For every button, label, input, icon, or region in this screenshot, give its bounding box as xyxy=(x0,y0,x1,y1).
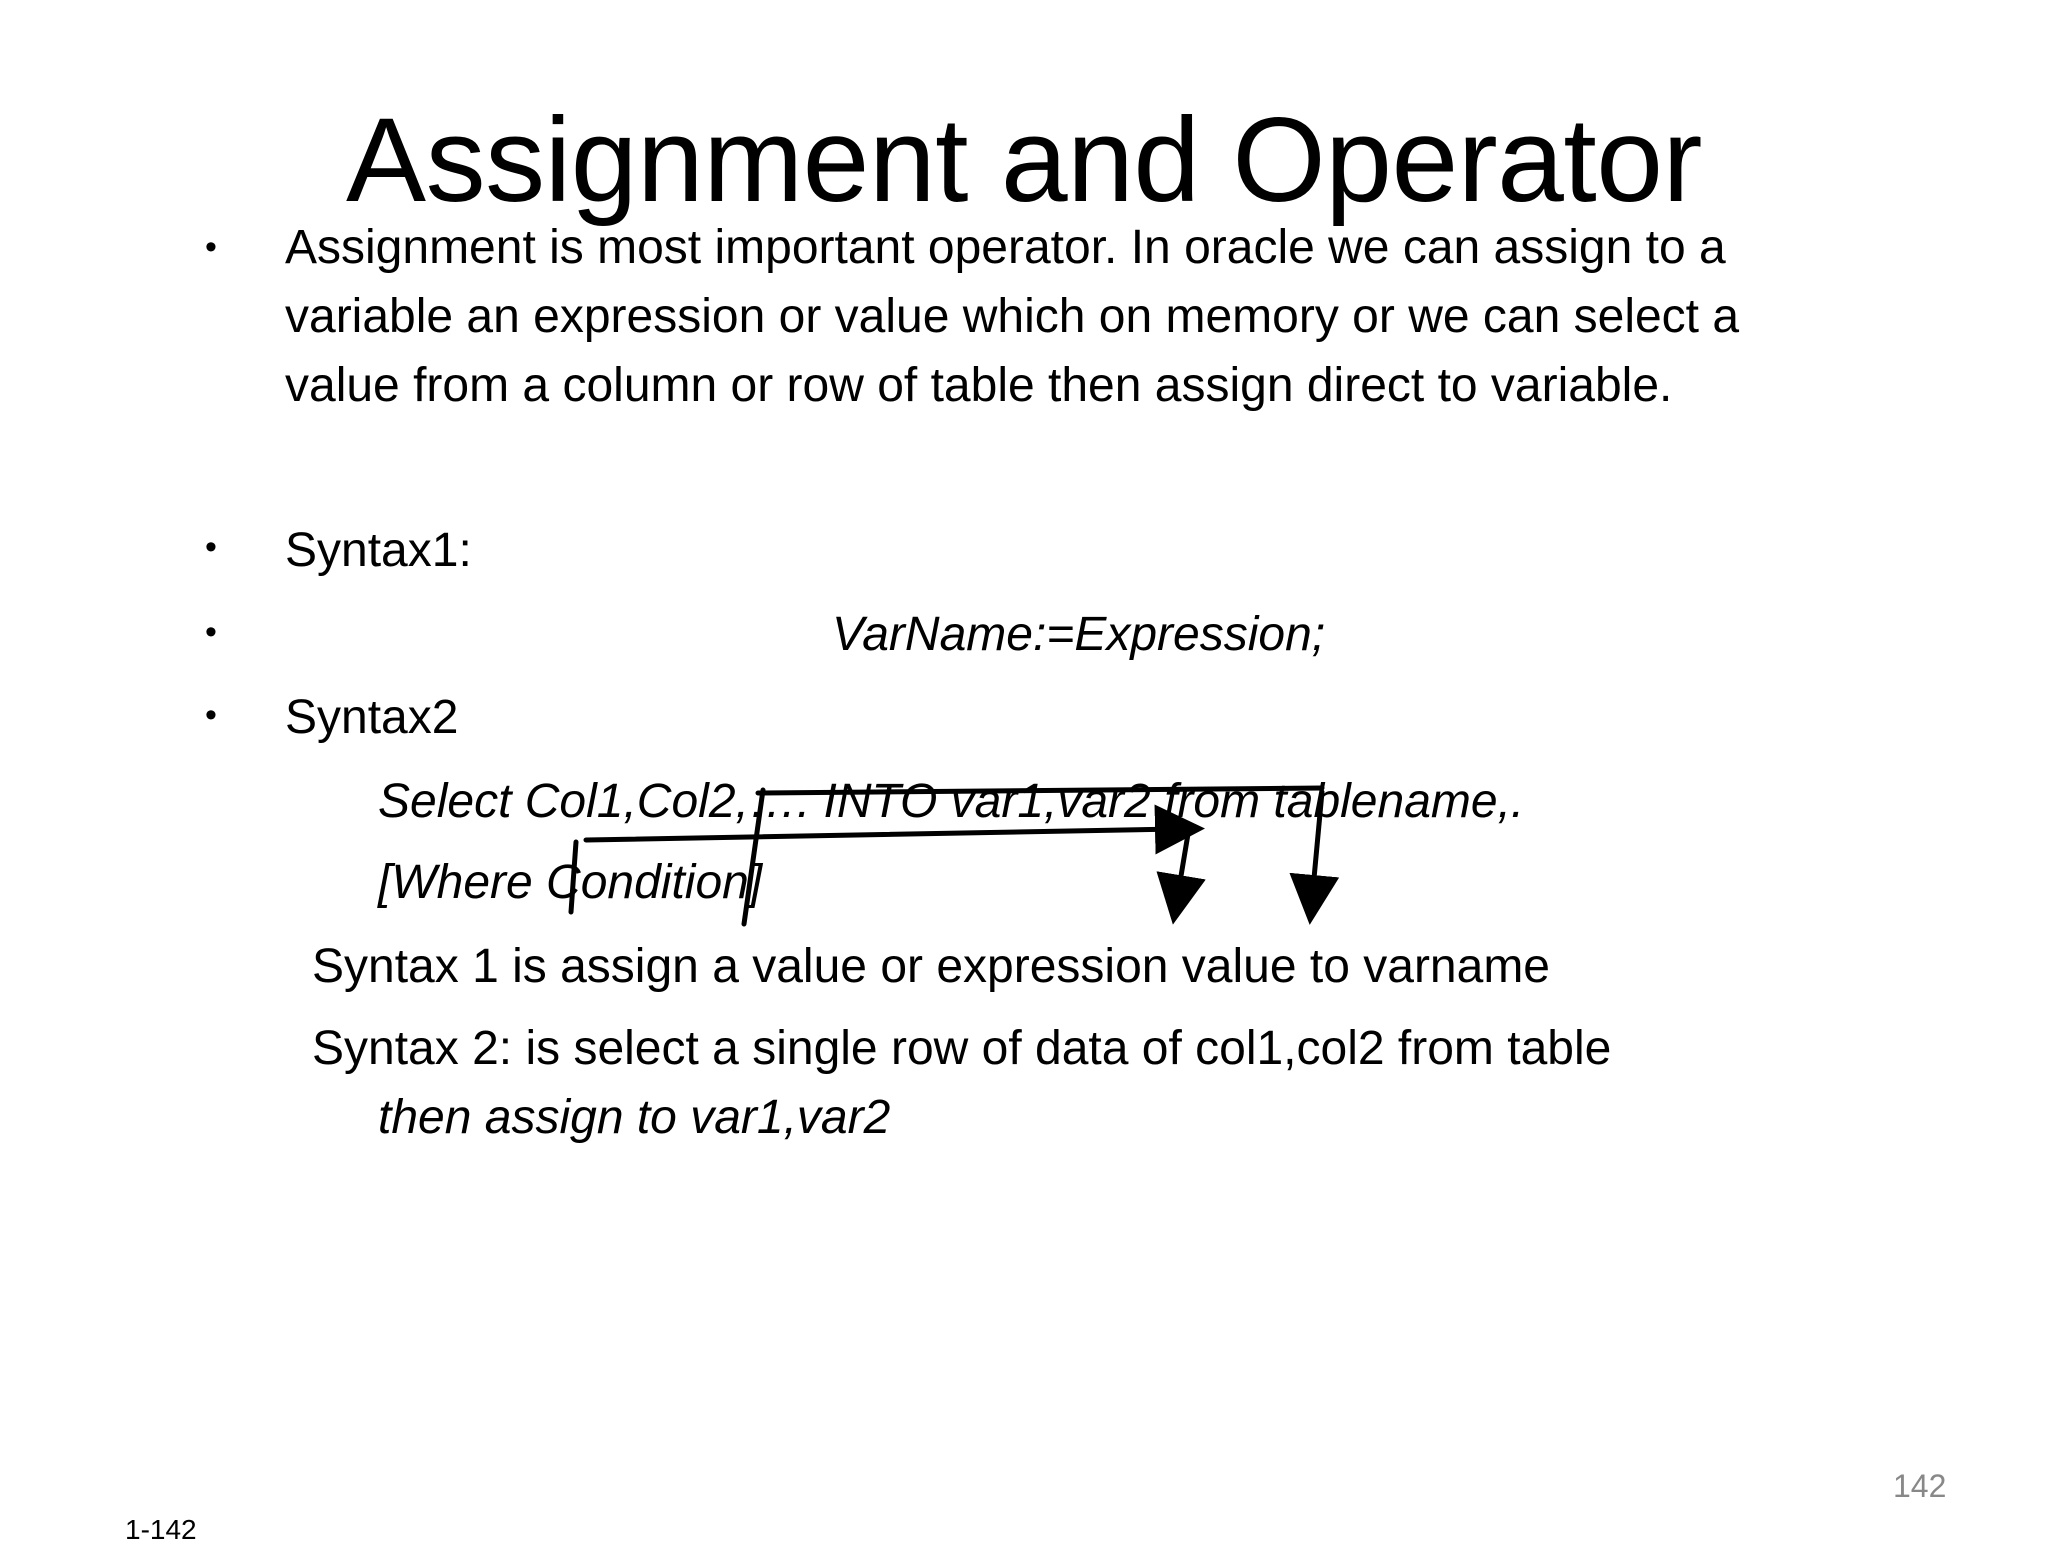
syntax2-select-line: Select Col1,Col2,…. INTO var1,var2 from tablename,. xyxy=(378,775,1525,828)
intro-paragraph xyxy=(285,213,1925,420)
intro-line-1: Assignment is most important operator. In oracle we can assign to a xyxy=(285,221,1726,274)
syntax1-explanation: Syntax 1 is assign a value or expression value to varname xyxy=(312,940,1550,993)
intro-line-3: value from a column or row of table then assign direct to variable. xyxy=(285,359,1673,412)
syntax2-explanation-line1: Syntax 2: is select a single row of data of col1,col2 from table xyxy=(312,1022,1612,1075)
syntax2-explanation-line2: then assign to var1,var2 xyxy=(378,1091,891,1144)
syntax2-where-line: [Where Condition] xyxy=(378,856,763,909)
bullet-dot: • xyxy=(205,528,217,566)
intro-line-2: variable an expression or value which on memory or we can select a xyxy=(285,290,1740,343)
page-number: 142 xyxy=(1893,1468,1947,1504)
slide-id: 1-142 xyxy=(125,1514,197,1545)
var1-arrow-drop xyxy=(1177,828,1189,900)
syntax2-heading: Syntax2 xyxy=(285,691,459,744)
bullet-dot: • xyxy=(205,696,217,734)
bullet-dot: • xyxy=(205,613,217,651)
syntax1-expression: VarName:=Expression; xyxy=(832,608,1326,661)
syntax1-heading: Syntax1: xyxy=(285,524,472,577)
slide-title: Assignment and Operator xyxy=(346,93,1702,227)
bullet-dot: • xyxy=(205,228,217,266)
